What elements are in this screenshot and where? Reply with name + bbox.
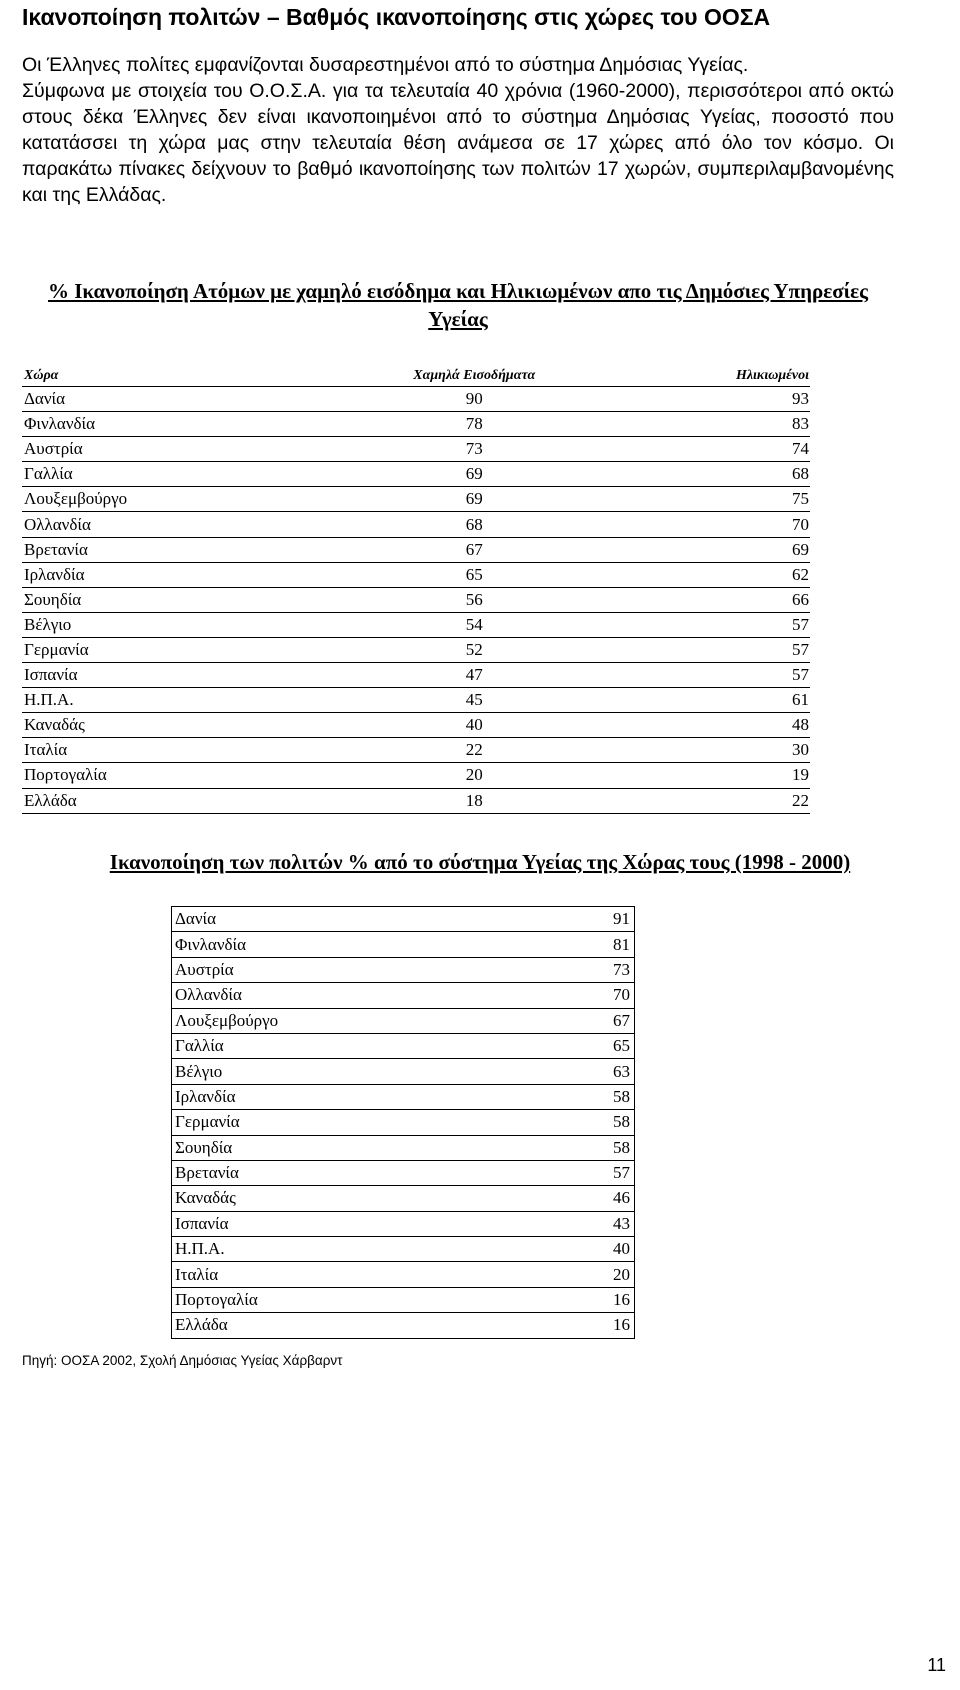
- cell-country: Καναδάς: [172, 1186, 429, 1211]
- table-row: [172, 1287, 635, 1312]
- cell-country: Ιταλία: [172, 1262, 429, 1287]
- satisfaction-low-income-elderly-table: [22, 366, 810, 814]
- cell-elderly: 74: [657, 437, 810, 462]
- table-row: [172, 957, 635, 982]
- cell-elderly: 61: [657, 688, 810, 713]
- cell-satisfaction: 58: [428, 1084, 635, 1109]
- cell-elderly: 70: [657, 512, 810, 537]
- table-row: [172, 932, 635, 957]
- cell-low-income: 20: [289, 763, 657, 788]
- column-header-elderly: Ηλικιωμένοι: [657, 366, 810, 387]
- cell-low-income: 54: [289, 612, 657, 637]
- cell-country: Γαλλία: [172, 1033, 429, 1058]
- cell-country: Βέλγιο: [22, 612, 289, 637]
- table-row: [22, 637, 810, 662]
- cell-low-income: 69: [289, 462, 657, 487]
- intro-body: Σύμφωνα με στοιχεία του Ο.Ο.Σ.Α. για τα τελευταία 40 χρόνια (1960-2000), περισσότεροι από οκτώ στους δέκα Έλληνες δεν είναι ικανοποιημένοι από το σύστημα Δημόσιας Υγείας, ποσοστό που κατατάσσει τη χώρα μας στην τελευταία θέση ανάμεσα σε 17 χώρες από όλο τον κόσμο. Οι παρακάτω πίνακες δείχνουν το βαθμό ικανοποίησης των πολιτών 17 χωρών, συμπεριλαμβανομένης και της Ελλάδας.: [22, 80, 894, 206]
- table-row: [22, 387, 810, 412]
- cell-elderly: 69: [657, 537, 810, 562]
- table-row: [172, 983, 635, 1008]
- intro-line-1: Οι Έλληνες πολίτες εμφανίζονται δυσαρεστημένοι από το σύστημα Δημόσιας Υγείας.: [22, 54, 749, 76]
- cell-low-income: 67: [289, 537, 657, 562]
- cell-low-income: 18: [289, 788, 657, 813]
- table1-title: % Ικανοποίηση Ατόμων με χαμηλό εισόδημα και Ηλικιωμένων απο τις Δημόσιες Υπηρεσίες Υγείας: [47, 279, 868, 331]
- cell-country: Βρετανία: [22, 537, 289, 562]
- cell-low-income: 68: [289, 512, 657, 537]
- cell-low-income: 65: [289, 562, 657, 587]
- cell-country: Λουξεμβούργο: [22, 487, 289, 512]
- table-row: [22, 713, 810, 738]
- cell-country: Φινλανδία: [172, 932, 429, 957]
- cell-elderly: 19: [657, 763, 810, 788]
- cell-country: Λουξεμβούργο: [172, 1008, 429, 1033]
- cell-country: Πορτογαλία: [22, 763, 289, 788]
- cell-low-income: 52: [289, 637, 657, 662]
- cell-elderly: 48: [657, 713, 810, 738]
- table-row: [22, 763, 810, 788]
- cell-low-income: 69: [289, 487, 657, 512]
- cell-low-income: 45: [289, 688, 657, 713]
- cell-satisfaction: 46: [428, 1186, 635, 1211]
- table-row: [172, 1262, 635, 1287]
- cell-country: Ιταλία: [22, 738, 289, 763]
- cell-country: Βέλγιο: [172, 1059, 429, 1084]
- table-row: [172, 1186, 635, 1211]
- cell-country: Αυστρία: [172, 957, 429, 982]
- cell-low-income: 40: [289, 713, 657, 738]
- table-row: [172, 1160, 635, 1185]
- cell-satisfaction: 63: [428, 1059, 635, 1084]
- intro-paragraph: [22, 52, 894, 208]
- cell-elderly: 83: [657, 412, 810, 437]
- table-header-row: [22, 366, 810, 387]
- table-row: [172, 1059, 635, 1084]
- table-row: [172, 907, 635, 932]
- page-number: 11: [927, 1655, 946, 1675]
- cell-elderly: 75: [657, 487, 810, 512]
- cell-country: Η.Π.Α.: [172, 1237, 429, 1262]
- table-row: [22, 412, 810, 437]
- cell-satisfaction: 81: [428, 932, 635, 957]
- table-row: [22, 562, 810, 587]
- table-row: [172, 1008, 635, 1033]
- cell-country: Φινλανδία: [22, 412, 289, 437]
- cell-satisfaction: 70: [428, 983, 635, 1008]
- cell-low-income: 78: [289, 412, 657, 437]
- cell-satisfaction: 20: [428, 1262, 635, 1287]
- cell-satisfaction: 58: [428, 1110, 635, 1135]
- column-header-low-income: Χαμηλά Εισοδήματα: [289, 366, 657, 387]
- cell-elderly: 30: [657, 738, 810, 763]
- cell-satisfaction: 16: [428, 1287, 635, 1312]
- table-row: [172, 1211, 635, 1236]
- cell-satisfaction: 43: [428, 1211, 635, 1236]
- table-row: [172, 1110, 635, 1135]
- cell-country: Ελλάδα: [22, 788, 289, 813]
- cell-satisfaction: 58: [428, 1135, 635, 1160]
- table-row: [22, 788, 810, 813]
- table-row: [22, 487, 810, 512]
- cell-country: Δανία: [22, 387, 289, 412]
- cell-country: Η.Π.Α.: [22, 688, 289, 713]
- cell-elderly: 68: [657, 462, 810, 487]
- cell-country: Ισπανία: [172, 1211, 429, 1236]
- table-row: [172, 1033, 635, 1058]
- table-row: [22, 437, 810, 462]
- table-row: [22, 587, 810, 612]
- cell-country: Ολλανδία: [172, 983, 429, 1008]
- cell-country: Σουηδία: [22, 587, 289, 612]
- cell-country: Ιρλανδία: [22, 562, 289, 587]
- table-row: [22, 663, 810, 688]
- cell-country: Βρετανία: [172, 1160, 429, 1185]
- cell-country: Δανία: [172, 907, 429, 932]
- cell-low-income: 73: [289, 437, 657, 462]
- cell-low-income: 47: [289, 663, 657, 688]
- cell-satisfaction: 91: [428, 907, 635, 932]
- cell-country: Γερμανία: [22, 637, 289, 662]
- cell-elderly: 93: [657, 387, 810, 412]
- table-row: [172, 1084, 635, 1109]
- cell-country: Ιρλανδία: [172, 1084, 429, 1109]
- cell-satisfaction: 65: [428, 1033, 635, 1058]
- cell-satisfaction: 73: [428, 957, 635, 982]
- table-row: [22, 537, 810, 562]
- cell-low-income: 90: [289, 387, 657, 412]
- cell-country: Καναδάς: [22, 713, 289, 738]
- cell-elderly: 22: [657, 788, 810, 813]
- cell-country: Πορτογαλία: [172, 1287, 429, 1312]
- column-header-country: Χώρα: [22, 366, 289, 387]
- cell-elderly: 57: [657, 637, 810, 662]
- cell-satisfaction: 16: [428, 1313, 635, 1338]
- cell-satisfaction: 40: [428, 1237, 635, 1262]
- cell-elderly: 62: [657, 562, 810, 587]
- source-note: Πηγή: ΟΟΣΑ 2002, Σχολή Δημόσιας Υγείας Χάρβαρντ: [22, 1353, 343, 1368]
- cell-low-income: 56: [289, 587, 657, 612]
- cell-low-income: 22: [289, 738, 657, 763]
- cell-country: Γαλλία: [22, 462, 289, 487]
- cell-country: Ισπανία: [22, 663, 289, 688]
- cell-satisfaction: 67: [428, 1008, 635, 1033]
- table-row: [22, 688, 810, 713]
- cell-country: Αυστρία: [22, 437, 289, 462]
- cell-country: Ελλάδα: [172, 1313, 429, 1338]
- table-row: [22, 738, 810, 763]
- cell-elderly: 57: [657, 663, 810, 688]
- table-row: [22, 512, 810, 537]
- table2-title: Ικανοποίηση των πολιτών % από το σύστημα Υγείας της Χώρας τους (1998 - 2000): [109, 850, 851, 874]
- cell-country: Ολλανδία: [22, 512, 289, 537]
- table-row: [172, 1313, 635, 1338]
- cell-elderly: 57: [657, 612, 810, 637]
- table-row: [172, 1135, 635, 1160]
- table-row: [22, 462, 810, 487]
- table-row: [172, 1237, 635, 1262]
- cell-elderly: 66: [657, 587, 810, 612]
- cell-country: Γερμανία: [172, 1110, 429, 1135]
- page-heading: Ικανοποίηση πολιτών – Βαθμός ικανοποίησης στις χώρες του ΟΟΣΑ: [22, 4, 771, 30]
- citizen-satisfaction-table: [171, 906, 635, 1339]
- cell-satisfaction: 57: [428, 1160, 635, 1185]
- table-row: [22, 612, 810, 637]
- cell-country: Σουηδία: [172, 1135, 429, 1160]
